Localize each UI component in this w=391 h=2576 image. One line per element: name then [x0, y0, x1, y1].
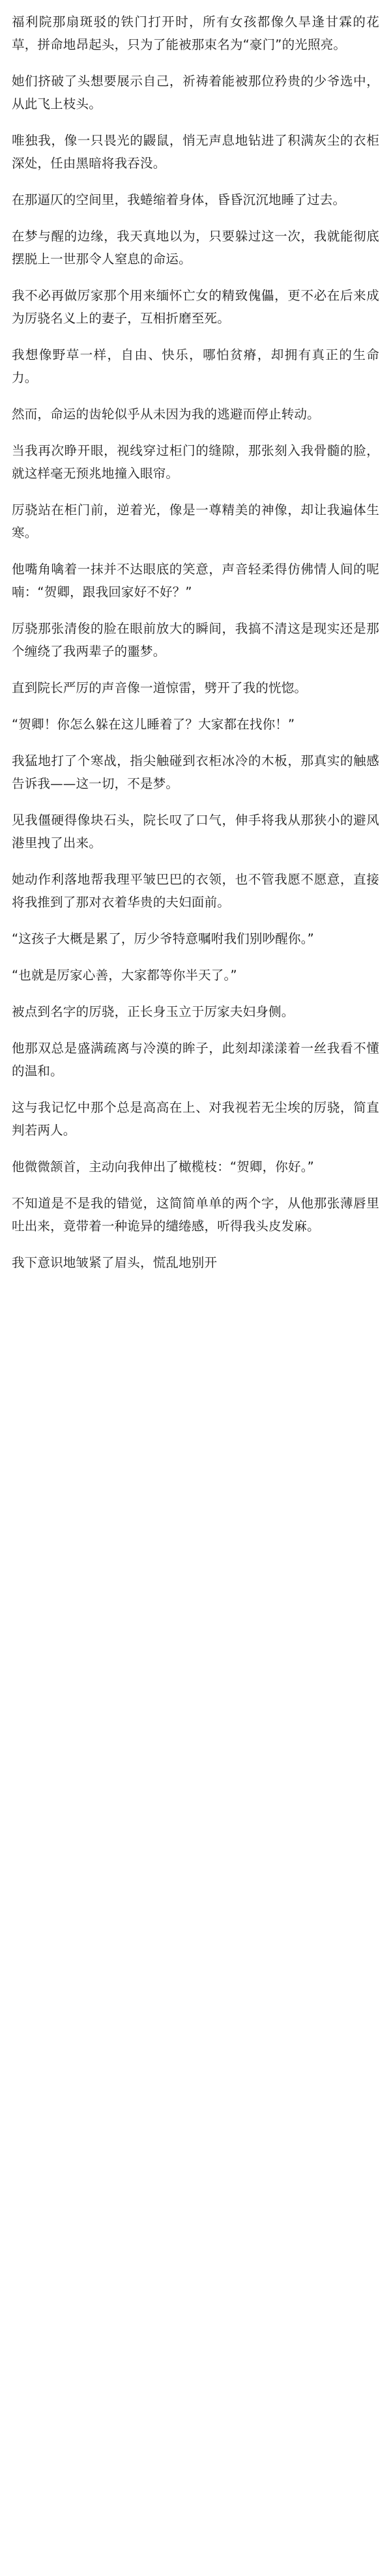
paragraph: 福利院那扇斑驳的铁门打开时，所有女孩都像久旱逢甘霖的花草，拼命地昂起头，只为了能被那束名为“豪门”的光照亮。	[12, 14, 379, 52]
paragraph: 他那双总是盛满疏离与冷漠的眸子，此刻却漾漾着一丝我看不懂的温和。	[12, 1041, 379, 1078]
paragraph: 我猛地打了个寒战，指尖触碰到衣柜冰冷的木板，那真实的触感告诉我——这一切，不是梦。	[12, 753, 379, 791]
article-body	[12, 10, 379, 1274]
paragraph: 见我僵硬得像块石头，院长叹了口气，伸手将我从那狭小的避风港里拽了出来。	[12, 813, 379, 850]
paragraph: 我下意识地皱紧了眉头，慌乱地别开	[12, 1255, 218, 1270]
paragraph: 她们挤破了头想要展示自己，祈祷着能被那位矜贵的少爷选中，从此飞上枝头。	[12, 74, 379, 111]
paragraph: 他微微颔首，主动向我伸出了橄榄枝：“贺卿，你好。”	[12, 1159, 314, 1174]
paragraph: 在那逼仄的空间里，我蜷缩着身体，昏昏沉沉地睡了过去。	[12, 192, 346, 207]
paragraph: “这孩子大概是累了，厉少爷特意嘱咐我们别吵醒你。”	[12, 931, 314, 946]
paragraph: 直到院长严厉的声音像一道惊雷，劈开了我的恍惚。	[12, 680, 308, 695]
paragraph: 当我再次睁开眼，视线穿过柜门的缝隙，那张刻入我骨髓的脸，就这样毫无预兆地撞入眼帘。	[12, 443, 379, 481]
paragraph: 厉骁那张清俊的脸在眼前放大的瞬间，我搞不清这是现实还是那个缠绕了我两辈子的噩梦。	[12, 621, 379, 659]
paragraph: 她动作利落地帮我理平皱巴巴的衣领，也不管我愿不愿意，直接将我推到了那对衣着华贵的夫妇面前。	[12, 872, 379, 910]
paragraph: 我想像野草一样，自由、快乐，哪怕贫瘠，却拥有真正的生命力。	[12, 347, 379, 385]
paragraph: 在梦与醒的边缘，我天真地以为，只要躲过这一次，我就能彻底摆脱上一世那令人窒息的命运。	[12, 229, 379, 267]
paragraph: 这与我记忆中那个总是高高在上、对我视若无尘埃的厉骁，简直判若两人。	[12, 1100, 379, 1138]
paragraph: 他嘴角噙着一抹并不达眼底的笑意，声音轻柔得仿佛情人间的呢喃：“贺卿，跟我回家好不好？”	[12, 562, 379, 600]
paragraph: 不知道是不是我的错觉，这简简单单的两个字，从他那张薄唇里吐出来，竟带着一种诡异的缱绻感，听得我头皮发麻。	[12, 1196, 379, 1234]
paragraph: 唯独我，像一只畏光的鼹鼠，悄无声息地钻进了积满灰尘的衣柜深处，任由黑暗将我吞没。	[12, 133, 379, 171]
paragraph: 被点到名字的厉骁，正长身玉立于厉家夫妇身侧。	[12, 1004, 295, 1019]
paragraph: “贺卿！你怎么躲在这儿睡着了？大家都在找你！”	[12, 717, 295, 732]
paragraph: “也就是厉家心善，大家都等你半天了。”	[12, 968, 237, 983]
paragraph: 厉骁站在柜门前，逆着光，像是一尊精美的神像，却让我遍体生寒。	[12, 502, 379, 540]
paragraph: 我不必再做厉家那个用来缅怀亡女的精致傀儡，更不必在后来成为厉骁名义上的妻子，互相折磨至死。	[12, 288, 379, 326]
paragraph: 然而，命运的齿轮似乎从未因为我的逃避而停止转动。	[12, 407, 320, 422]
